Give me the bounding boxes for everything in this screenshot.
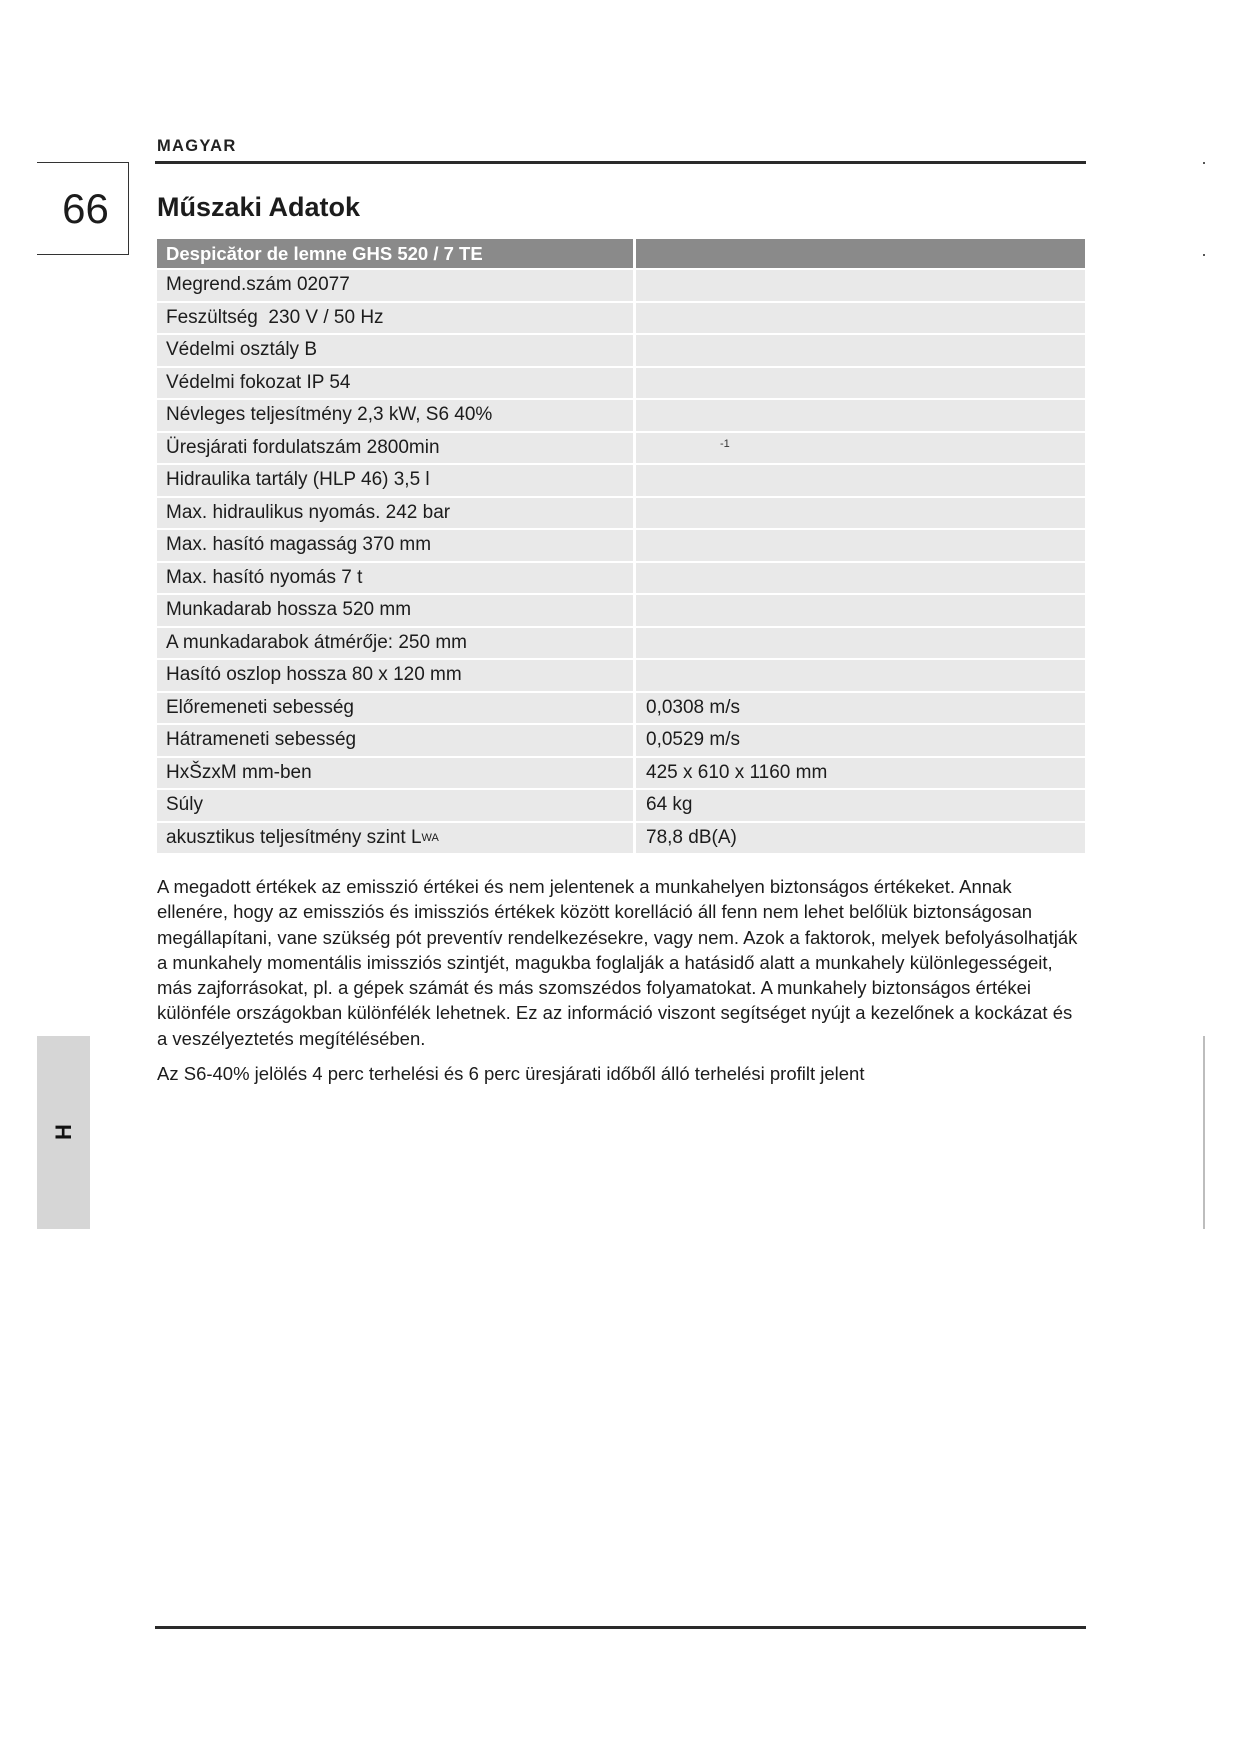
spec-label: Névleges teljesítmény 2,3 kW, S6 40% xyxy=(157,400,633,431)
notes-line: megállapítani, vane szükség pót preventív rendelkezésekre, vagy nem. Azok a faktorok, melyek befolyásolhatják xyxy=(157,926,1078,948)
footer-rule xyxy=(155,1626,1086,1629)
spec-label: HxŠzxM mm-ben xyxy=(157,758,633,789)
section-title: Műszaki Adatok xyxy=(157,192,361,222)
spec-value: 0,0308 m/s xyxy=(636,693,1085,724)
margin-dot xyxy=(1203,254,1205,256)
notes-line: a veszélyeztetés megítélésében. xyxy=(157,1027,426,1049)
notes-line: A megadott értékek az emisszió értékei és nem jelentenek a munkahelyen biztonságos értékeket. Annak xyxy=(157,876,1012,897)
spec-label: Munkadarab hossza 520 mm xyxy=(157,595,633,626)
language-side-tab xyxy=(37,1036,90,1229)
spec-label: Védelmi fokozat IP 54 xyxy=(157,368,633,399)
margin-mark xyxy=(1203,1036,1205,1229)
spec-table xyxy=(157,239,1085,853)
spec-label: Védelmi osztály B xyxy=(157,335,633,366)
spec-label: Max. hasító nyomás 7 t xyxy=(157,563,633,594)
spec-value xyxy=(636,595,1085,626)
spec-label: Hidraulika tartály (HLP 46) 3,5 l xyxy=(157,465,633,496)
spec-label: Üresjárati fordulatszám 2800min xyxy=(157,433,633,464)
spec-label: Hasító oszlop hossza 80 x 120 mm xyxy=(157,660,633,691)
spec-value xyxy=(636,303,1085,334)
spec-label: Előremeneti sebesség xyxy=(157,693,633,724)
spec-value: 425 x 610 x 1160 mm xyxy=(636,758,1085,789)
notes-line: a munkahely momentális imissziós szintjét, magukba foglalják a hatásidő alatt a munkahely különlegességeit, xyxy=(157,951,1053,973)
spec-label-with-subscript: akusztikus teljesítmény szint L WA xyxy=(157,823,633,854)
spec-label: akusztikus teljesítmény szint L xyxy=(166,826,422,848)
spec-value xyxy=(636,660,1085,691)
spec-value xyxy=(636,433,1085,464)
spec-value xyxy=(636,270,1085,301)
spec-value xyxy=(636,400,1085,431)
margin-dot xyxy=(1203,162,1205,164)
spec-value xyxy=(636,628,1085,659)
spec-value xyxy=(636,530,1085,561)
side-tab-letter: H xyxy=(51,1124,76,1140)
language-label: MAGYAR xyxy=(157,137,237,155)
spec-value: 78,8 dB(A) xyxy=(636,823,1085,854)
spec-label: A munkadarabok átmérője: 250 mm xyxy=(157,628,633,659)
header-rule xyxy=(155,161,1086,164)
spec-value xyxy=(636,368,1085,399)
spec-value xyxy=(636,465,1085,496)
notes-text xyxy=(157,874,1097,1086)
table-header-blank xyxy=(636,239,1085,268)
spec-value xyxy=(636,498,1085,529)
spec-value: 0,0529 m/s xyxy=(636,725,1085,756)
page-number-box xyxy=(37,162,129,255)
notes-line: különféle országokban különfélék lehetnek. Ez az információ viszont segítséget nyújt a kezelőnek a kockázat és xyxy=(157,1002,1073,1024)
spec-label: Feszültség 230 V / 50 Hz xyxy=(157,303,633,334)
spec-value: 64 kg xyxy=(636,790,1085,821)
notes-line: más zajforrásokat, pl. a gépek számát és más szomszédos folyamatokat. A munkahely biztonságos értékei xyxy=(157,977,1032,999)
spec-label: Max. hidraulikus nyomás. 242 bar xyxy=(157,498,633,529)
page-number: 66 xyxy=(62,184,109,232)
spec-label: Súly xyxy=(157,790,633,821)
spec-label: Max. hasító magasság 370 mm xyxy=(157,530,633,561)
spec-label: Megrend.szám 02077 xyxy=(157,270,633,301)
spec-value xyxy=(636,563,1085,594)
spec-label: Hátrameneti sebesség xyxy=(157,725,633,756)
spec-value xyxy=(636,335,1085,366)
unit-superscript: -1 xyxy=(720,437,730,450)
notes-paragraph-s6: Az S6-40% jelölés 4 perc terhelési és 6 perc üresjárati időből álló terhelési profilt jelent xyxy=(157,1062,865,1084)
table-header-label: Despicător de lemne GHS 520 / 7 TE xyxy=(157,239,633,268)
notes-line: ellenére, hogy az emissziós és imissziós értékek között korelláció áll fenn nem lehet belőlük biztonságosan xyxy=(157,901,1033,923)
